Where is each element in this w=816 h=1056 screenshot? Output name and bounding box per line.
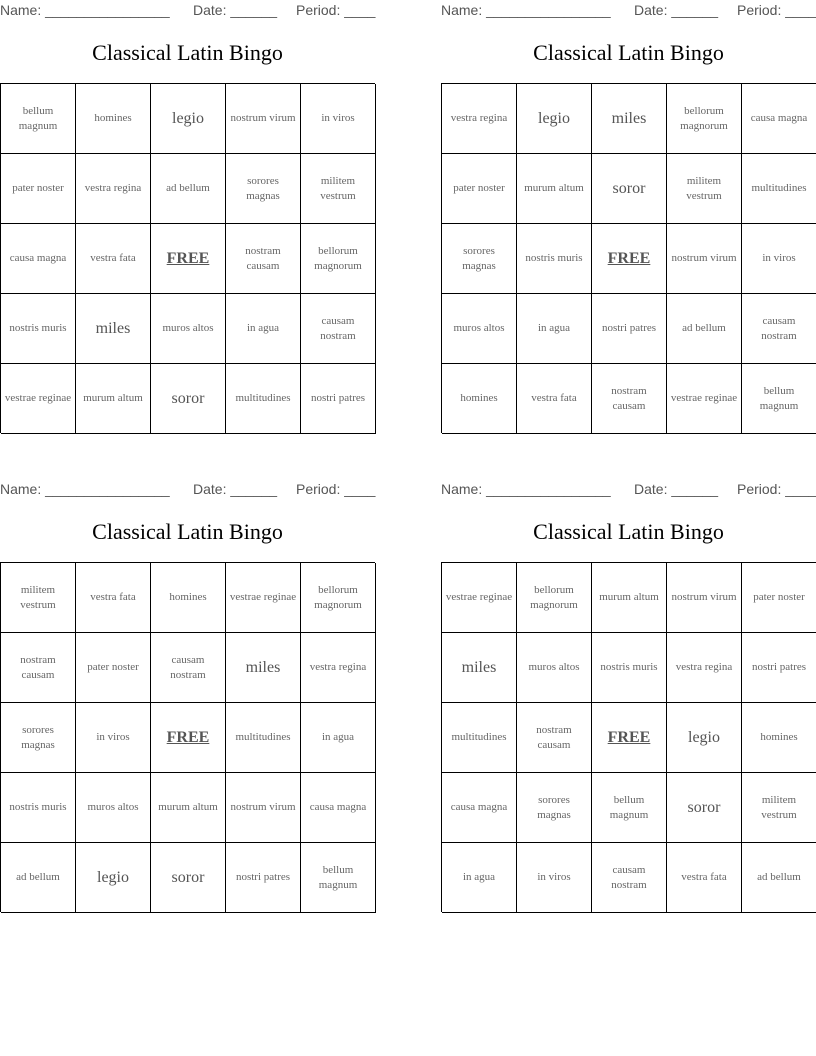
bingo-cell[interactable]: multitudines — [226, 703, 301, 773]
bingo-cell[interactable]: vestrae reginae — [1, 364, 76, 434]
student-info-line — [441, 2, 816, 20]
bingo-cell[interactable]: nostrum virum — [667, 563, 742, 633]
bingo-cell[interactable]: vestra regina — [76, 154, 151, 224]
bingo-cell[interactable]: in viros — [301, 84, 376, 154]
bingo-cell[interactable]: ad bellum — [151, 154, 226, 224]
bingo-cell[interactable]: nostri patres — [226, 843, 301, 913]
bingo-cell[interactable]: murum altum — [592, 563, 667, 633]
bingo-cell[interactable]: in agua — [226, 294, 301, 364]
bingo-cell[interactable]: causa magna — [442, 773, 517, 843]
bingo-cell[interactable]: homines — [742, 703, 816, 773]
bingo-cell[interactable]: causam nostram — [301, 294, 376, 364]
bingo-cell[interactable]: in viros — [76, 703, 151, 773]
card-title: Classical Latin Bingo — [533, 519, 724, 544]
bingo-cell[interactable]: sorores magnas — [517, 773, 592, 843]
bingo-cell[interactable]: miles — [76, 294, 151, 364]
name-field[interactable]: Name: ________________ — [0, 481, 170, 497]
bingo-cell[interactable]: nostram causam — [1, 633, 76, 703]
bingo-cell[interactable]: vestra regina — [442, 84, 517, 154]
bingo-cell[interactable]: muros altos — [517, 633, 592, 703]
bingo-cell[interactable]: sorores magnas — [1, 703, 76, 773]
bingo-cell[interactable]: pater noster — [742, 563, 816, 633]
bingo-cell[interactable]: legio — [667, 703, 742, 773]
card-title: Classical Latin Bingo — [533, 40, 724, 65]
bingo-cell[interactable]: causa magna — [742, 84, 816, 154]
bingo-cell[interactable]: bellum magnum — [1, 84, 76, 154]
bingo-cell[interactable]: murum altum — [151, 773, 226, 843]
bingo-cell[interactable]: vestra fata — [667, 843, 742, 913]
bingo-cell[interactable]: in agua — [517, 294, 592, 364]
bingo-cell[interactable]: in viros — [742, 224, 816, 294]
bingo-cell[interactable]: miles — [442, 633, 517, 703]
bingo-cell[interactable]: nostrum virum — [226, 84, 301, 154]
student-info-line — [0, 481, 375, 499]
student-info-line — [0, 2, 375, 20]
bingo-cell[interactable]: nostris muris — [517, 224, 592, 294]
date-field[interactable]: Date: ______ — [634, 2, 719, 18]
free-space-cell[interactable]: FREE — [592, 703, 667, 773]
bingo-cell[interactable]: bellorum magnorum — [301, 563, 376, 633]
free-space-cell[interactable]: FREE — [151, 703, 226, 773]
bingo-cell[interactable]: pater noster — [76, 633, 151, 703]
period-field[interactable]: Period: ____ — [296, 481, 376, 497]
bingo-cell[interactable]: causam nostram — [742, 294, 816, 364]
bingo-grid — [0, 83, 375, 433]
bingo-cell[interactable]: vestra fata — [76, 224, 151, 294]
bingo-cell[interactable]: nostris muris — [592, 633, 667, 703]
bingo-cell[interactable]: vestrae reginae — [226, 563, 301, 633]
bingo-cell[interactable]: murum altum — [517, 154, 592, 224]
card-title: Classical Latin Bingo — [92, 519, 283, 544]
bingo-cell[interactable]: nostrum virum — [226, 773, 301, 843]
bingo-grid — [441, 83, 816, 433]
card-title: Classical Latin Bingo — [92, 40, 283, 65]
bingo-grid — [0, 562, 375, 912]
name-field[interactable]: Name: ________________ — [441, 481, 611, 497]
date-field[interactable]: Date: ______ — [193, 481, 278, 497]
bingo-cell[interactable]: bellorum magnorum — [301, 224, 376, 294]
free-space-cell[interactable]: FREE — [592, 224, 667, 294]
name-field[interactable]: Name: ________________ — [441, 2, 611, 18]
bingo-cell[interactable]: nostri patres — [742, 633, 816, 703]
bingo-cell[interactable]: legio — [76, 843, 151, 913]
bingo-cell[interactable]: causam nostram — [151, 633, 226, 703]
bingo-cell[interactable]: vestra regina — [667, 633, 742, 703]
bingo-cell[interactable]: multitudines — [742, 154, 816, 224]
bingo-cell[interactable]: pater noster — [1, 154, 76, 224]
bingo-cell[interactable]: multitudines — [226, 364, 301, 434]
bingo-cell[interactable]: vestra fata — [517, 364, 592, 434]
bingo-cell[interactable]: miles — [226, 633, 301, 703]
bingo-cell[interactable]: nostrum virum — [667, 224, 742, 294]
bingo-cell[interactable]: vestra regina — [301, 633, 376, 703]
bingo-cell[interactable]: ad bellum — [1, 843, 76, 913]
period-field[interactable]: Period: ____ — [737, 481, 816, 497]
bingo-cell[interactable]: bellorum magnorum — [667, 84, 742, 154]
bingo-cell[interactable]: bellum magnum — [592, 773, 667, 843]
bingo-cell[interactable]: vestrae reginae — [442, 563, 517, 633]
bingo-cell[interactable]: sorores magnas — [226, 154, 301, 224]
bingo-cell[interactable]: legio — [151, 84, 226, 154]
bingo-cell[interactable]: muros altos — [442, 294, 517, 364]
bingo-cell[interactable]: vestra fata — [76, 563, 151, 633]
bingo-cell[interactable]: soror — [667, 773, 742, 843]
bingo-cell[interactable]: in agua — [442, 843, 517, 913]
bingo-cell[interactable]: muros altos — [76, 773, 151, 843]
bingo-cell[interactable]: homines — [442, 364, 517, 434]
bingo-cell[interactable]: causa magna — [1, 224, 76, 294]
bingo-cell[interactable]: nostris muris — [1, 294, 76, 364]
name-field[interactable]: Name: ________________ — [0, 2, 170, 18]
bingo-cell[interactable]: nostram causam — [517, 703, 592, 773]
bingo-cell[interactable]: murum altum — [76, 364, 151, 434]
bingo-cell[interactable]: militem vestrum — [742, 773, 816, 843]
date-field[interactable]: Date: ______ — [634, 481, 719, 497]
bingo-cell[interactable]: militem vestrum — [667, 154, 742, 224]
bingo-cell[interactable]: multitudines — [442, 703, 517, 773]
bingo-cell[interactable]: miles — [592, 84, 667, 154]
bingo-cell[interactable]: pater noster — [442, 154, 517, 224]
bingo-cell[interactable]: causam nostram — [592, 843, 667, 913]
bingo-cell[interactable]: bellum magnum — [742, 364, 816, 434]
bingo-cell[interactable]: soror — [151, 364, 226, 434]
bingo-cell[interactable]: nostram causam — [226, 224, 301, 294]
student-info-line — [441, 481, 816, 499]
bingo-cell[interactable]: soror — [592, 154, 667, 224]
bingo-grid — [441, 562, 816, 912]
bingo-cell[interactable]: ad bellum — [667, 294, 742, 364]
bingo-cell[interactable]: nostris muris — [1, 773, 76, 843]
bingo-cell[interactable]: soror — [151, 843, 226, 913]
bingo-cell[interactable]: in agua — [301, 703, 376, 773]
bingo-cell[interactable]: nostram causam — [592, 364, 667, 434]
bingo-cell[interactable]: vestrae reginae — [667, 364, 742, 434]
bingo-cell[interactable]: homines — [151, 563, 226, 633]
bingo-cell[interactable]: bellorum magnorum — [517, 563, 592, 633]
bingo-cell[interactable]: militem vestrum — [301, 154, 376, 224]
bingo-cell[interactable]: militem vestrum — [1, 563, 76, 633]
bingo-cell[interactable]: bellum magnum — [301, 843, 376, 913]
free-space-cell[interactable]: FREE — [151, 224, 226, 294]
bingo-cell[interactable]: muros altos — [151, 294, 226, 364]
bingo-cell[interactable]: sorores magnas — [442, 224, 517, 294]
bingo-cell[interactable]: in viros — [517, 843, 592, 913]
bingo-cell[interactable]: nostri patres — [592, 294, 667, 364]
bingo-cell[interactable]: ad bellum — [742, 843, 816, 913]
bingo-cell[interactable]: homines — [76, 84, 151, 154]
date-field[interactable]: Date: ______ — [193, 2, 278, 18]
period-field[interactable]: Period: ____ — [296, 2, 376, 18]
bingo-cell[interactable]: causa magna — [301, 773, 376, 843]
bingo-cell[interactable]: nostri patres — [301, 364, 376, 434]
bingo-cell[interactable]: legio — [517, 84, 592, 154]
period-field[interactable]: Period: ____ — [737, 2, 816, 18]
